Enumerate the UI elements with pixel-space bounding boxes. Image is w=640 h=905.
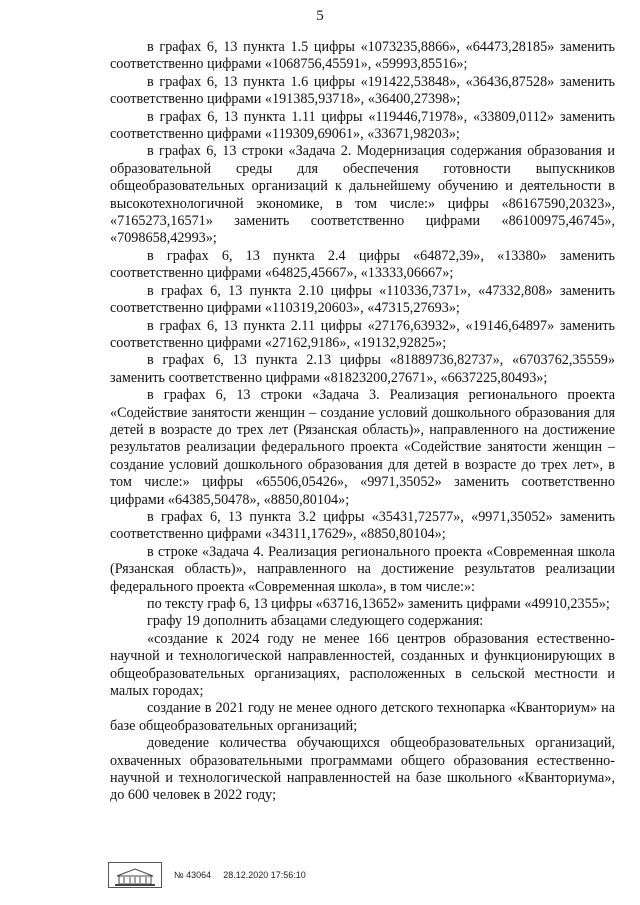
paragraph: в графах 6, 13 пункта 2.10 цифры «110336,7371», «47332,808» заменить соответственно цифрами «110319,20603», «47315,27693»; [110,282,615,317]
paragraph: в графах 6, 13 пункта 1.6 цифры «191422,53848», «36436,87528» заменить соответственно цифрами «191385,93718», «36400,27398»; [110,73,615,108]
document-body [110,39,615,805]
paragraph: в графах 6, 13 пункта 2.4 цифры «64872,39», «13380» заменить соответственно цифрами «64825,45667», «13333,06667»; [110,247,615,282]
paragraph: в графах 6, 13 строки «Задача 3. Реализация регионального проекта «Содействие занятости женщин – создание условий дошкольного образования для детей в возрасте до трех лет (Рязанская область)», направленного на достижение результатов реализации федерального проекта «Содействие занятости женщин – создание условий дошкольного образования для детей в возрасте до трех лет», в том числе:» цифры «65506,05426», «9971,35052» заменить соответственно цифрами «64385,50478», «8850,80104»; [110,387,615,508]
paragraph: создание в 2021 году не менее одного детского технопарка «Кванториум» на базе общеобразовательных организаций; [110,700,615,734]
paragraph: в графах 6, 13 строки «Задача 2. Модернизация содержания образования и образовательной среды для обеспечения готовности выпускников общеобразовательных организаций к дальнейшему обучению и деятельности в высокотехнологичной экономике, в том числе:» цифры «86167590,20323», «7165273,16571» заменить соответственно цифрами «86100975,46745», «7098658,42993»; [110,143,615,247]
paragraph: графу 19 дополнить абзацами следующего содержания: [147,613,484,630]
paragraph: в графах 6, 13 пункта 2.13 цифры «81889736,82737», «6703762,35559» заменить соответственно цифрами «81823200,27671», «6637225,80493»; [110,352,615,386]
paragraph: в графах 6, 13 пункта 1.11 цифры «119446,71978», «33809,0112» заменить соответственно цифрами «119309,69061», «33671,98203»; [110,108,615,143]
paragraph: «создание к 2024 году не менее 166 центров образования естественно-научной и технологической направленностей, созданных и функционирующих в общеобразовательных организациях, расположенных в сельской местности и малых городах; [110,630,615,700]
timestamp: 28.12.2020 17:56:10 [223,870,306,880]
paragraph: в графах 6, 13 пункта 3.2 цифры «35431,72577», «9971,35052» заменить соответственно цифрами «34311,17629», «8850,80104»; [110,508,615,543]
building-stamp-icon [108,862,162,888]
page-number: 5 [316,8,324,24]
building-icon [111,867,159,887]
scan-edge [0,0,640,6]
paragraph: в графах 6, 13 пункта 2.11 цифры «27176,63932», «19146,64897» заменить соответственно цифрами «27162,9186», «19132,92825»; [110,317,615,351]
paragraph: доведение количества обучающихся общеобразовательных организаций, охваченных образовательными программами общего образования естественно-научной и технологической направленностей на базе школьного «Кванториума», до 600 человек в 2022 году; [110,735,615,804]
paragraph: в графах 6, 13 пункта 1.5 цифры «1073235,8866», «64473,28185» заменить соответственно цифрами «1068756,45591», «59993,85516»; [110,39,615,73]
paragraph: в строке «Задача 4. Реализация регионального проекта «Современная школа (Рязанская область)», направленного на достижение результатов реализации федерального проекта «Современная школа», в том числе:»: [110,543,615,595]
paragraph: по тексту граф 6, 13 цифры «63716,13652» заменить цифрами «49910,2355»; [147,596,610,612]
document-number: № 43064 [174,870,212,880]
footer [108,862,306,888]
